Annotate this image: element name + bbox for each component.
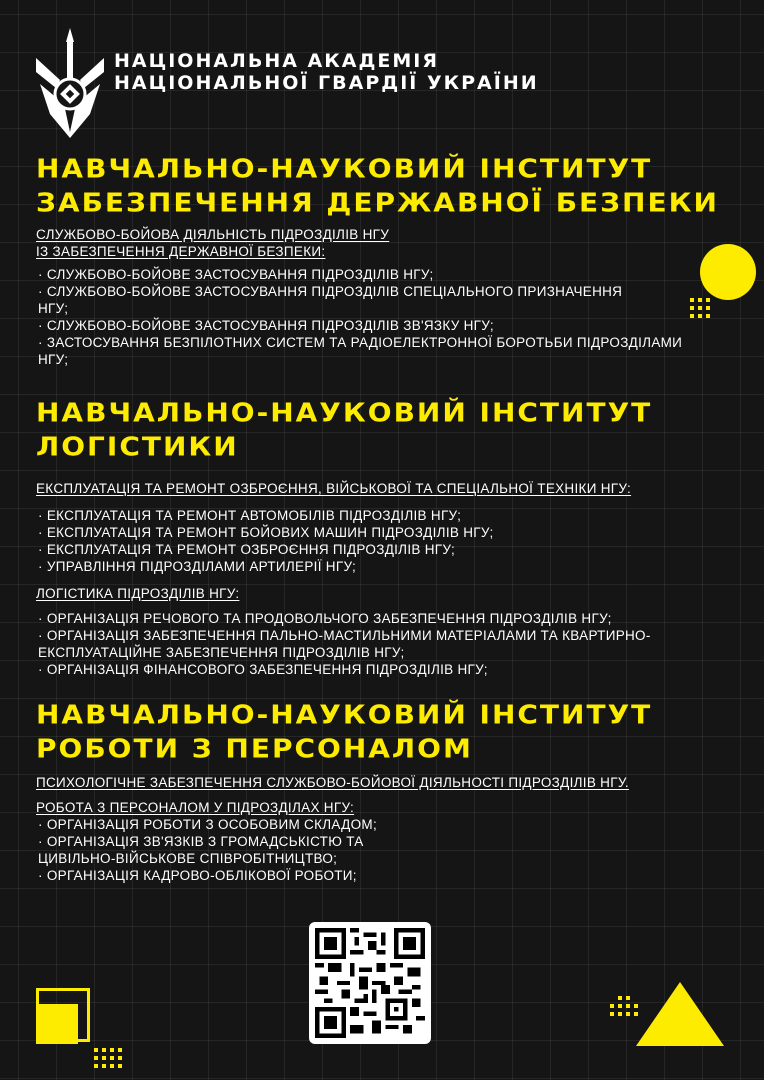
institute-2-section1-heading: ЕКСПЛУАТАЦІЯ ТА РЕМОНТ ОЗБРОЄННЯ, ВІЙСЬКОВОЇ ТА СПЕЦІАЛЬНОЇ ТЕХНІКИ НГУ: — [36, 481, 632, 496]
national-guard-emblem-icon — [34, 28, 106, 138]
header — [34, 28, 634, 140]
institute-3-section2-item: · ОРГАНІЗАЦІЯ ЗВ'ЯЗКІВ З ГРОМАДСЬКІСТЮ ТА ЦИВІЛЬНО-ВІЙСЬКОВЕ СПІВРОБІТНИЦТВО; — [36, 833, 436, 867]
institute-3-section2-item: · ОРГАНІЗАЦІЯ КАДРОВО-ОБЛІКОВОЇ РОБОТИ; — [36, 867, 436, 884]
square-fill-decoration — [36, 1004, 78, 1044]
institute-3-title-line1: НАВЧАЛЬНО-НАУКОВИЙ ІНСТИТУТ — [36, 699, 653, 730]
qr-code-icon[interactable] — [309, 922, 431, 1044]
institute-1-title-line2: ЗАБЕЗПЕЧЕННЯ ДЕРЖАВНОЇ БЕЗПЕКИ — [36, 187, 719, 218]
institute-2-section2-heading: ЛОГІСТИКА ПІДРОЗДІЛІВ НГУ: — [36, 586, 240, 601]
institute-2-section2-item: · ОРГАНІЗАЦІЯ ФІНАНСОВОГО ЗАБЕЗПЕЧЕННЯ ПІДРОЗДІЛІВ НГУ; — [36, 661, 676, 678]
institute-2-section1-item: · ЕКСПЛУАТАЦІЯ ТА РЕМОНТ АВТОМОБІЛІВ ПІДРОЗДІЛІВ НГУ; — [36, 507, 726, 524]
institute-1-section-heading-line1: СЛУЖБОВО-БОЙОВА ДІЯЛЬНІСТЬ ПІДРОЗДІЛІВ НГУ — [36, 227, 390, 242]
institute-3-title-line2: РОБОТИ З ПЕРСОНАЛОМ — [36, 733, 473, 764]
yellow-triangle-decoration — [636, 982, 724, 1046]
institute-2-section1-item: · ЕКСПЛУАТАЦІЯ ТА РЕМОНТ БОЙОВИХ МАШИН ПІДРОЗДІЛІВ НГУ; — [36, 524, 726, 541]
dot-grid-decoration — [690, 298, 710, 318]
institute-3-title — [36, 698, 652, 766]
institute-1-item: · СЛУЖБОВО-БОЙОВЕ ЗАСТОСУВАННЯ ПІДРОЗДІЛІВ НГУ; — [36, 266, 636, 283]
institute-2-title-line1: НАВЧАЛЬНО-НАУКОВИЙ ІНСТИТУТ — [36, 397, 653, 428]
institute-2-section1-item: · УПРАВЛІННЯ ПІДРОЗДІЛАМИ АРТИЛЕРІЇ НГУ; — [36, 558, 726, 575]
institute-2-content — [36, 480, 726, 678]
institute-1-content — [36, 226, 726, 368]
institute-3-section2-heading: РОБОТА З ПЕРСОНАЛОМ У ПІДРОЗДІЛАХ НГУ: — [36, 800, 355, 815]
triangle-dot-decoration — [610, 996, 638, 1016]
institute-3-section2-item: · ОРГАНІЗАЦІЯ РОБОТИ З ОСОБОВИМ СКЛАДОМ; — [36, 816, 436, 833]
yellow-circle-decoration — [700, 244, 756, 300]
institute-1-item: · СЛУЖБОВО-БОЙОВЕ ЗАСТОСУВАННЯ ПІДРОЗДІЛІВ СПЕЦІАЛЬНОГО ПРИЗНАЧЕННЯ НГУ; — [36, 283, 636, 317]
institute-1-item: · ЗАСТОСУВАННЯ БЕЗПІЛОТНИХ СИСТЕМ ТА РАДІОЕЛЕКТРОННОЇ БОРОТЬБИ ПІДРОЗДІЛАМИ НГУ; — [36, 334, 686, 368]
academy-name-line1: НАЦІОНАЛЬНА АКАДЕМІЯ — [114, 50, 439, 72]
institute-3-section1-heading: ПСИХОЛОГІЧНЕ ЗАБЕЗПЕЧЕННЯ СЛУЖБОВО-БОЙОВОЇ ДІЯЛЬНОСТІ ПІДРОЗДІЛІВ НГУ. — [36, 775, 629, 790]
institute-1-section-heading-line2: ІЗ ЗАБЕЗПЕЧЕННЯ ДЕРЖАВНОЇ БЕЗПЕКИ: — [36, 244, 326, 259]
institute-1-title-line1: НАВЧАЛЬНО-НАУКОВИЙ ІНСТИТУТ — [36, 153, 653, 184]
institute-2-section2-item: · ОРГАНІЗАЦІЯ ЗАБЕЗПЕЧЕННЯ ПАЛЬНО-МАСТИЛЬНИМИ МАТЕРІАЛАМИ ТА КВАРТИРНО-ЕКСПЛУАТАЦІЙНЕ ЗАБЕЗПЕЧЕННЯ ПІДРОЗДІЛІВ НГУ; — [36, 627, 676, 661]
institute-3-content — [36, 774, 726, 884]
academy-name-line2: НАЦІОНАЛЬНОЇ ГВАРДІЇ УКРАЇНИ — [114, 72, 539, 94]
institute-1-title — [36, 152, 719, 220]
institute-2-section1-item: · ЕКСПЛУАТАЦІЯ ТА РЕМОНТ ОЗБРОЄННЯ ПІДРОЗДІЛІВ НГУ; — [36, 541, 726, 558]
institute-2-section2-item: · ОРГАНІЗАЦІЯ РЕЧОВОГО ТА ПРОДОВОЛЬЧОГО ЗАБЕЗПЕЧЕННЯ ПІДРОЗДІЛІВ НГУ; — [36, 610, 716, 627]
institute-1-item: · СЛУЖБОВО-БОЙОВЕ ЗАСТОСУВАННЯ ПІДРОЗДІЛІВ ЗВ'ЯЗКУ НГУ; — [36, 317, 636, 334]
academy-name — [114, 50, 539, 94]
institute-2-title — [36, 396, 652, 464]
dot-grid-decoration — [94, 1048, 122, 1068]
institute-2-title-line2: ЛОГІСТИКИ — [36, 431, 239, 462]
